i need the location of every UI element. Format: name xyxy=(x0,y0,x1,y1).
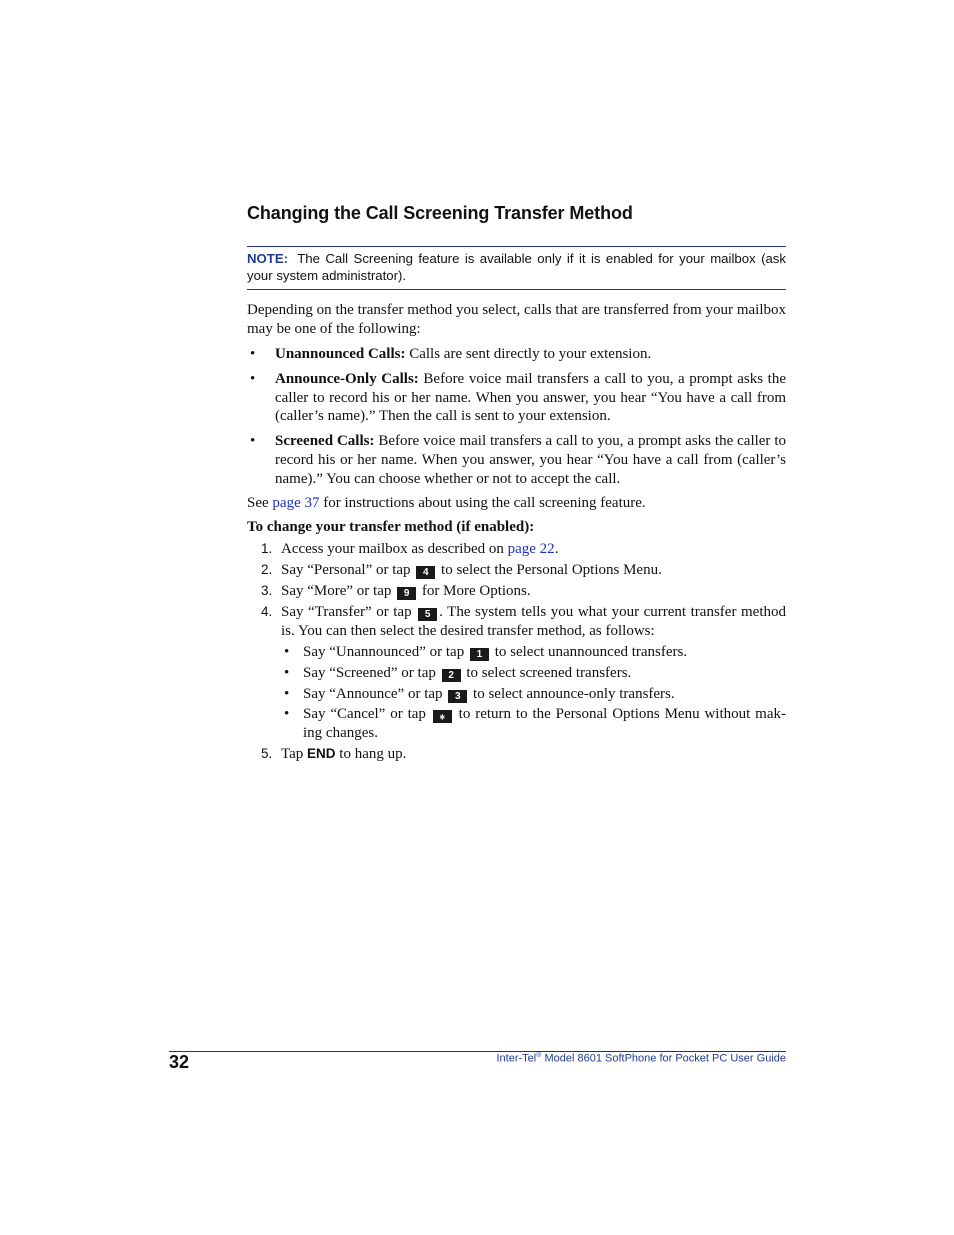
option-text: to select screened transfers. xyxy=(462,664,632,681)
step-number: 2. xyxy=(261,561,273,577)
step-item xyxy=(247,540,786,559)
option-text: Say “Unannounced” or tap xyxy=(303,643,468,660)
intro-paragraph: Depending on the transfer method you select, calls that are transferred from your mailbox may be one of the following: xyxy=(247,302,786,337)
step-number: 4. xyxy=(261,603,273,619)
note-box xyxy=(247,246,786,290)
bullet: • xyxy=(284,664,290,681)
step-text: to select the Personal Options Menu. xyxy=(437,561,662,578)
call-type-term: Announce-Only Calls: xyxy=(275,371,419,388)
bullet: • xyxy=(250,433,256,450)
call-type-desc: Before voice mail transfers a call to you, a prompt asks the caller to record his or her name. When you answer, you hear “You have a call from (caller’s name).” Then the call is sent to your extension. xyxy=(275,371,786,425)
note-text: The Call Screening feature is available only if it is enabled for your mailbox (ask your system administrator). xyxy=(247,251,786,283)
key-1-icon: 1 xyxy=(470,648,489,661)
key-star-icon: ⁎ xyxy=(433,710,452,723)
list-item xyxy=(247,370,786,426)
note-label: NOTE: xyxy=(247,251,289,266)
call-type-term: Screened Calls: xyxy=(275,433,375,450)
page-number: 32 xyxy=(169,1052,190,1072)
option-text: to select unannounced transfers. xyxy=(490,643,688,660)
step-text: to hang up. xyxy=(335,746,407,763)
see-line-after: for instructions about using the call screening feature. xyxy=(319,495,646,511)
step-text: Say “Transfer” or tap xyxy=(281,603,417,620)
page-22-link[interactable]: page 22 xyxy=(507,541,555,557)
page-37-link[interactable]: page 37 xyxy=(272,495,320,511)
step-text: Access your mailbox as described on xyxy=(281,541,508,557)
steps-list xyxy=(247,540,786,766)
option-text: to select announce-only transfers. xyxy=(469,685,675,702)
key-5-icon: 5 xyxy=(418,608,437,621)
step-item xyxy=(247,582,786,601)
transfer-options-list xyxy=(281,643,786,743)
step-item xyxy=(247,603,786,743)
call-type-desc: Before voice mail transfers a call to you, a prompt asks the caller to record his or her name. When you answer, you hear “You have a call from (caller’s name).” You can choose whether or not to accept the call. xyxy=(275,433,786,487)
see-line xyxy=(247,494,786,513)
bullet: • xyxy=(284,706,290,723)
step-text: for More Options. xyxy=(418,582,531,599)
list-item xyxy=(281,685,786,704)
option-text: Say “Screened” or tap xyxy=(303,664,440,681)
bullet: • xyxy=(250,346,256,362)
step-number: 1. xyxy=(261,541,273,556)
step-text: . xyxy=(554,541,559,557)
step-text: Say “Personal” or tap xyxy=(281,561,415,578)
footer-brand: Inter-Tel xyxy=(496,1052,537,1065)
step-item xyxy=(247,561,786,580)
end-key-label: END xyxy=(307,746,336,762)
procedure-title: To change your transfer method (if enabled): xyxy=(247,519,535,535)
list-item xyxy=(281,705,786,742)
option-text: Say “Announce” or tap xyxy=(303,685,447,702)
key-9-icon: 9 xyxy=(397,587,416,600)
call-type-term: Unannounced Calls: xyxy=(275,346,406,362)
bullet: • xyxy=(284,685,290,702)
registered-mark: ® xyxy=(536,1052,542,1059)
step-text: Tap xyxy=(281,746,308,763)
list-item xyxy=(281,643,786,662)
bullet: • xyxy=(250,371,256,388)
option-text: to return to the Personal Options Menu without mak-ing changes. xyxy=(303,706,786,742)
list-item xyxy=(281,664,786,683)
key-4-icon: 4 xyxy=(416,566,435,579)
section-title: Changing the Call Screening Transfer Method xyxy=(247,203,633,223)
bullet: • xyxy=(284,643,290,660)
key-2-icon: 2 xyxy=(442,669,461,682)
footer-title-rest: Model 8601 SoftPhone for Pocket PC User Guide xyxy=(541,1052,786,1065)
list-item xyxy=(247,432,786,488)
list-item xyxy=(247,345,786,364)
step-number: 5. xyxy=(261,746,273,762)
key-3-icon: 3 xyxy=(448,690,467,703)
call-type-desc: Calls are sent directly to your extension. xyxy=(409,346,652,362)
step-text: . The system tells you what your current transfer method is. You can then select the desired transfer method, as follows: xyxy=(281,603,786,639)
call-types-list xyxy=(247,345,786,495)
see-line-before: See xyxy=(247,495,273,511)
step-text: Say “More” or tap xyxy=(281,582,396,599)
step-number: 3. xyxy=(261,582,273,598)
option-text: Say “Cancel” or tap xyxy=(303,706,431,723)
step-item xyxy=(247,745,786,764)
footer-title xyxy=(497,1052,787,1065)
